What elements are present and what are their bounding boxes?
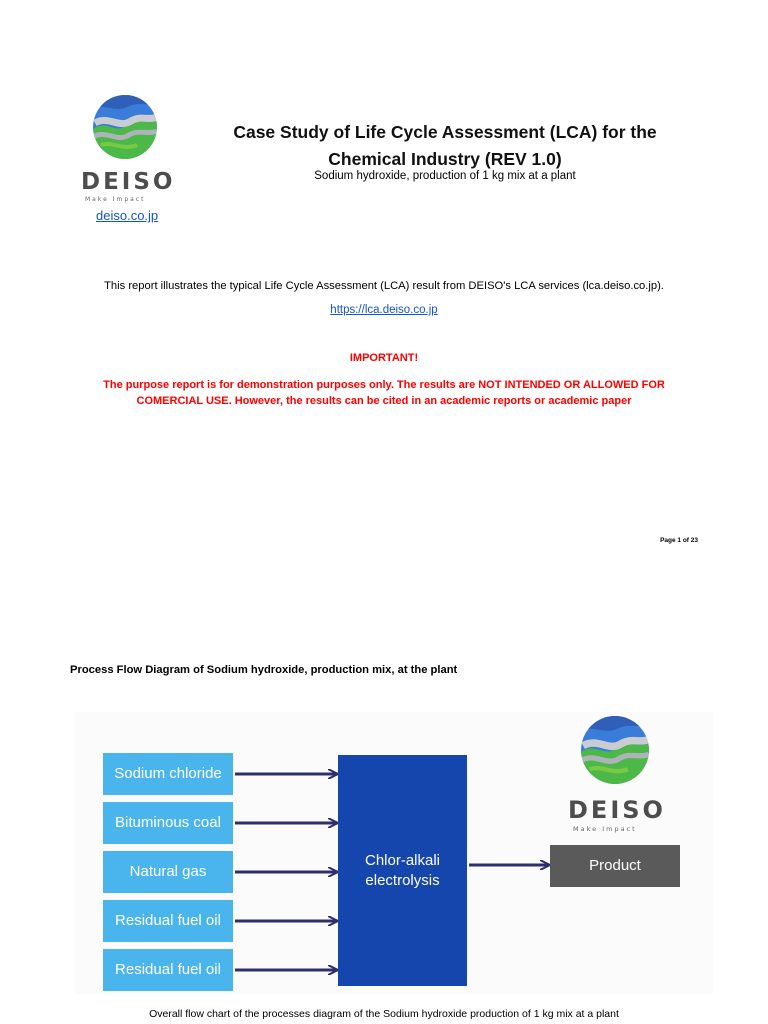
process-box: [338, 755, 467, 986]
page-number: Page 1 of 23: [660, 537, 698, 544]
globe-icon: [581, 716, 649, 784]
process-label: Chlor-alkali electrolysis: [364, 851, 441, 889]
important-heading: IMPORTANT!: [349, 352, 419, 364]
section-heading: Process Flow Diagram of Sodium hydroxide, production mix, at the plant: [70, 664, 458, 676]
deiso-logo-diagram: [565, 716, 665, 836]
logo-wordmark: DEISO: [81, 169, 176, 195]
process-flow-diagram: [75, 712, 713, 994]
input-residual-fuel-oil: Residual fuel oil: [103, 900, 233, 942]
logo-tagline: Make Impact: [573, 825, 637, 833]
lca-service-link[interactable]: https://lca.deiso.co.jp: [330, 304, 438, 316]
input-bituminous-coal: Bituminous coal: [103, 802, 233, 844]
deiso-logo: [78, 95, 178, 207]
lca-link-row: [0, 304, 768, 316]
input-sodium-chloride: Sodium chloride: [103, 753, 233, 795]
deiso-site-link[interactable]: deiso.co.jp: [96, 208, 159, 223]
logo-wordmark: DEISO: [568, 796, 666, 824]
product-box: Product: [550, 845, 680, 887]
diagram-caption: Overall flow chart of the processes diagram of the Sodium hydroxide production of 1 kg mix at a plant: [149, 1008, 619, 1020]
input-residual-fuel-oil-2: Residual fuel oil: [103, 949, 233, 991]
document-subtitle: Sodium hydroxide, production of 1 kg mix at a plant: [314, 170, 576, 182]
logo-tagline: Make Impact: [85, 196, 146, 203]
disclaimer-text: The purpose report is for demonstration purposes only. The results are NOT INTENDED OR ALLOWED FOR COMERCIAL USE. However, the results can be cited in an academic reports or academic paper: [103, 379, 665, 407]
intro-paragraph: This report illustrates the typical Life Cycle Assessment (LCA) result from DEISO's LCA services (lca.deiso.co.jp).: [104, 280, 664, 292]
document-title: Case Study of Life Cycle Assessment (LCA) for the Chemical Industry (REV 1.0): [233, 122, 657, 169]
globe-icon: [93, 95, 157, 159]
input-natural-gas: Natural gas: [103, 851, 233, 893]
